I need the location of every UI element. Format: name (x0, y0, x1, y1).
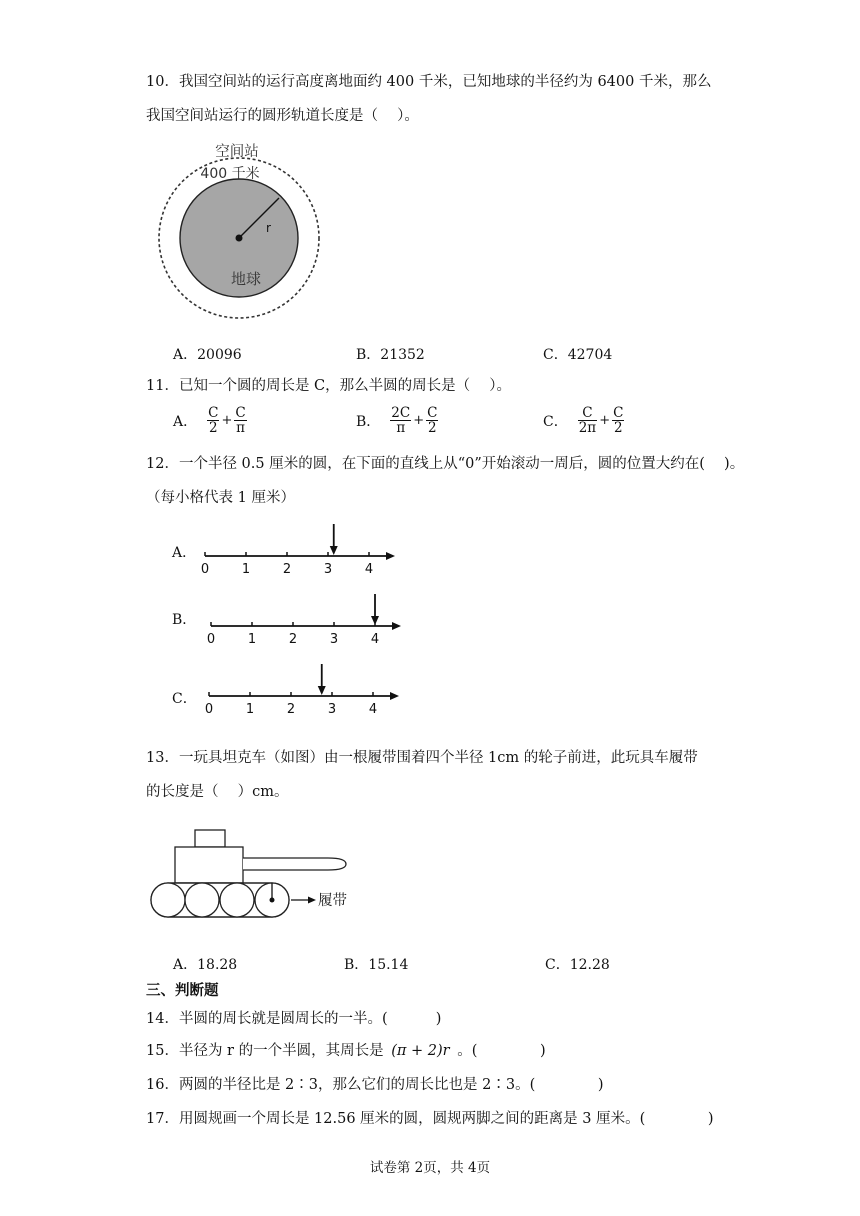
q13-tank-figure (148, 826, 368, 926)
position-arrow-head (318, 686, 326, 695)
q10-option-a[interactable]: A．20096 (173, 347, 242, 363)
height-label: 400 千米 (200, 166, 260, 182)
q12-line2: （每小格代表 1 厘米） (146, 490, 295, 506)
tick-label: 0 (204, 702, 214, 717)
tick-label: 4 (364, 562, 374, 577)
q17-text: 17．用圆规画一个周长是 12.56 厘米的圆，圆规两脚之间的距离是 3 厘米。( ) (146, 1111, 714, 1127)
track-arrow-head (308, 897, 316, 904)
q15-formula: (π + 2)r (391, 1043, 450, 1059)
q16-text: 16．两圆的半径比是 2∶3，那么它们的周长比也是 2∶3。( ) (146, 1077, 604, 1093)
q10-earth-orbit-figure (150, 140, 330, 330)
tick-label: 2 (282, 562, 292, 577)
tank-hatch (195, 830, 225, 847)
q11-text: 11．已知一个圆的周长是 C，那么半圆的周长是（ ）。 (146, 378, 512, 394)
q10-option-c[interactable]: C．42704 (543, 347, 613, 363)
radius-label: r (266, 221, 271, 235)
position-arrow-head (371, 616, 379, 625)
position-arrow-head (330, 546, 338, 555)
track-label: 履带 (318, 893, 347, 909)
q13-option-c[interactable]: C．12.28 (545, 957, 610, 973)
q10-line2: 我国空间站运行的圆形轨道长度是（ ）。 (146, 108, 419, 124)
q14-text: 14．半圆的周长就是圆周长的一半。( ) (146, 1011, 442, 1027)
q15-text: 15．半径为 r 的一个半圆，其周长是 (π + 2)r 。( ) (146, 1043, 546, 1059)
q12-number-line-b (201, 590, 411, 650)
q12-number-line-c (199, 660, 409, 720)
q11-option-a[interactable]: A． $\frac{C}{2}$ + $\frac{C}{\pi}$ (173, 405, 246, 437)
q12-option-b-label[interactable]: B． (172, 612, 197, 628)
number-line-arrowhead (386, 552, 395, 560)
earth-label: 地球 (230, 270, 262, 288)
q12-number-line-a (195, 520, 405, 580)
q11-option-b[interactable]: B． $\frac{2C}{\pi}$ + $\frac{C}{2}$ (356, 405, 438, 437)
wheel-2 (185, 883, 219, 917)
wheel-1 (151, 883, 185, 917)
tank-turret (175, 847, 243, 883)
q13-option-b[interactable]: B．15.14 (344, 957, 409, 973)
tick-label: 1 (247, 632, 257, 647)
tick-label: 0 (200, 562, 210, 577)
tick-label: 2 (286, 702, 296, 717)
q12-option-c-label[interactable]: C． (172, 691, 197, 707)
q11-option-c[interactable]: C． $\frac{C}{2\pi}$ + $\frac{C}{2}$ (543, 405, 624, 437)
tank-gun-barrel (243, 858, 346, 870)
q13-option-a[interactable]: A．18.28 (173, 957, 238, 973)
tick-label: 4 (368, 702, 378, 717)
center-dot (236, 235, 243, 242)
q13-line2: 的长度是（ ）cm。 (146, 784, 289, 800)
q10-line1: 10．我国空间站的运行高度离地面约 400 千米，已知地球的半径约为 6400 千米，那么 (146, 74, 712, 90)
tick-label: 1 (245, 702, 255, 717)
number-line-arrowhead (390, 692, 399, 700)
tick-label: 3 (329, 632, 339, 647)
q12-line1: 12．一个半径 0.5 厘米的圆，在下面的直线上从“0”开始滚动一周后，圆的位置大约在( )。 (146, 456, 745, 472)
tick-label: 1 (241, 562, 251, 577)
tick-label: 3 (323, 562, 333, 577)
wheel-3 (220, 883, 254, 917)
q10-option-b[interactable]: B．21352 (356, 347, 425, 363)
page-footer: 试卷第 2页，共 4页 (369, 1160, 491, 1176)
wheel-center-dot (270, 898, 275, 903)
tick-label: 4 (370, 632, 380, 647)
section-title-judgement: 三、判断题 (146, 982, 219, 999)
tick-label: 3 (327, 702, 337, 717)
station-label: 空间站 (215, 144, 259, 160)
q13-line1: 13．一玩具坦克车（如图）由一根履带围着四个半径 1cm 的轮子前进，此玩具车履带 (146, 750, 698, 766)
q12-option-a-label[interactable]: A． (172, 545, 197, 561)
tick-label: 2 (288, 632, 298, 647)
tick-label: 0 (206, 632, 216, 647)
number-line-arrowhead (392, 622, 401, 630)
